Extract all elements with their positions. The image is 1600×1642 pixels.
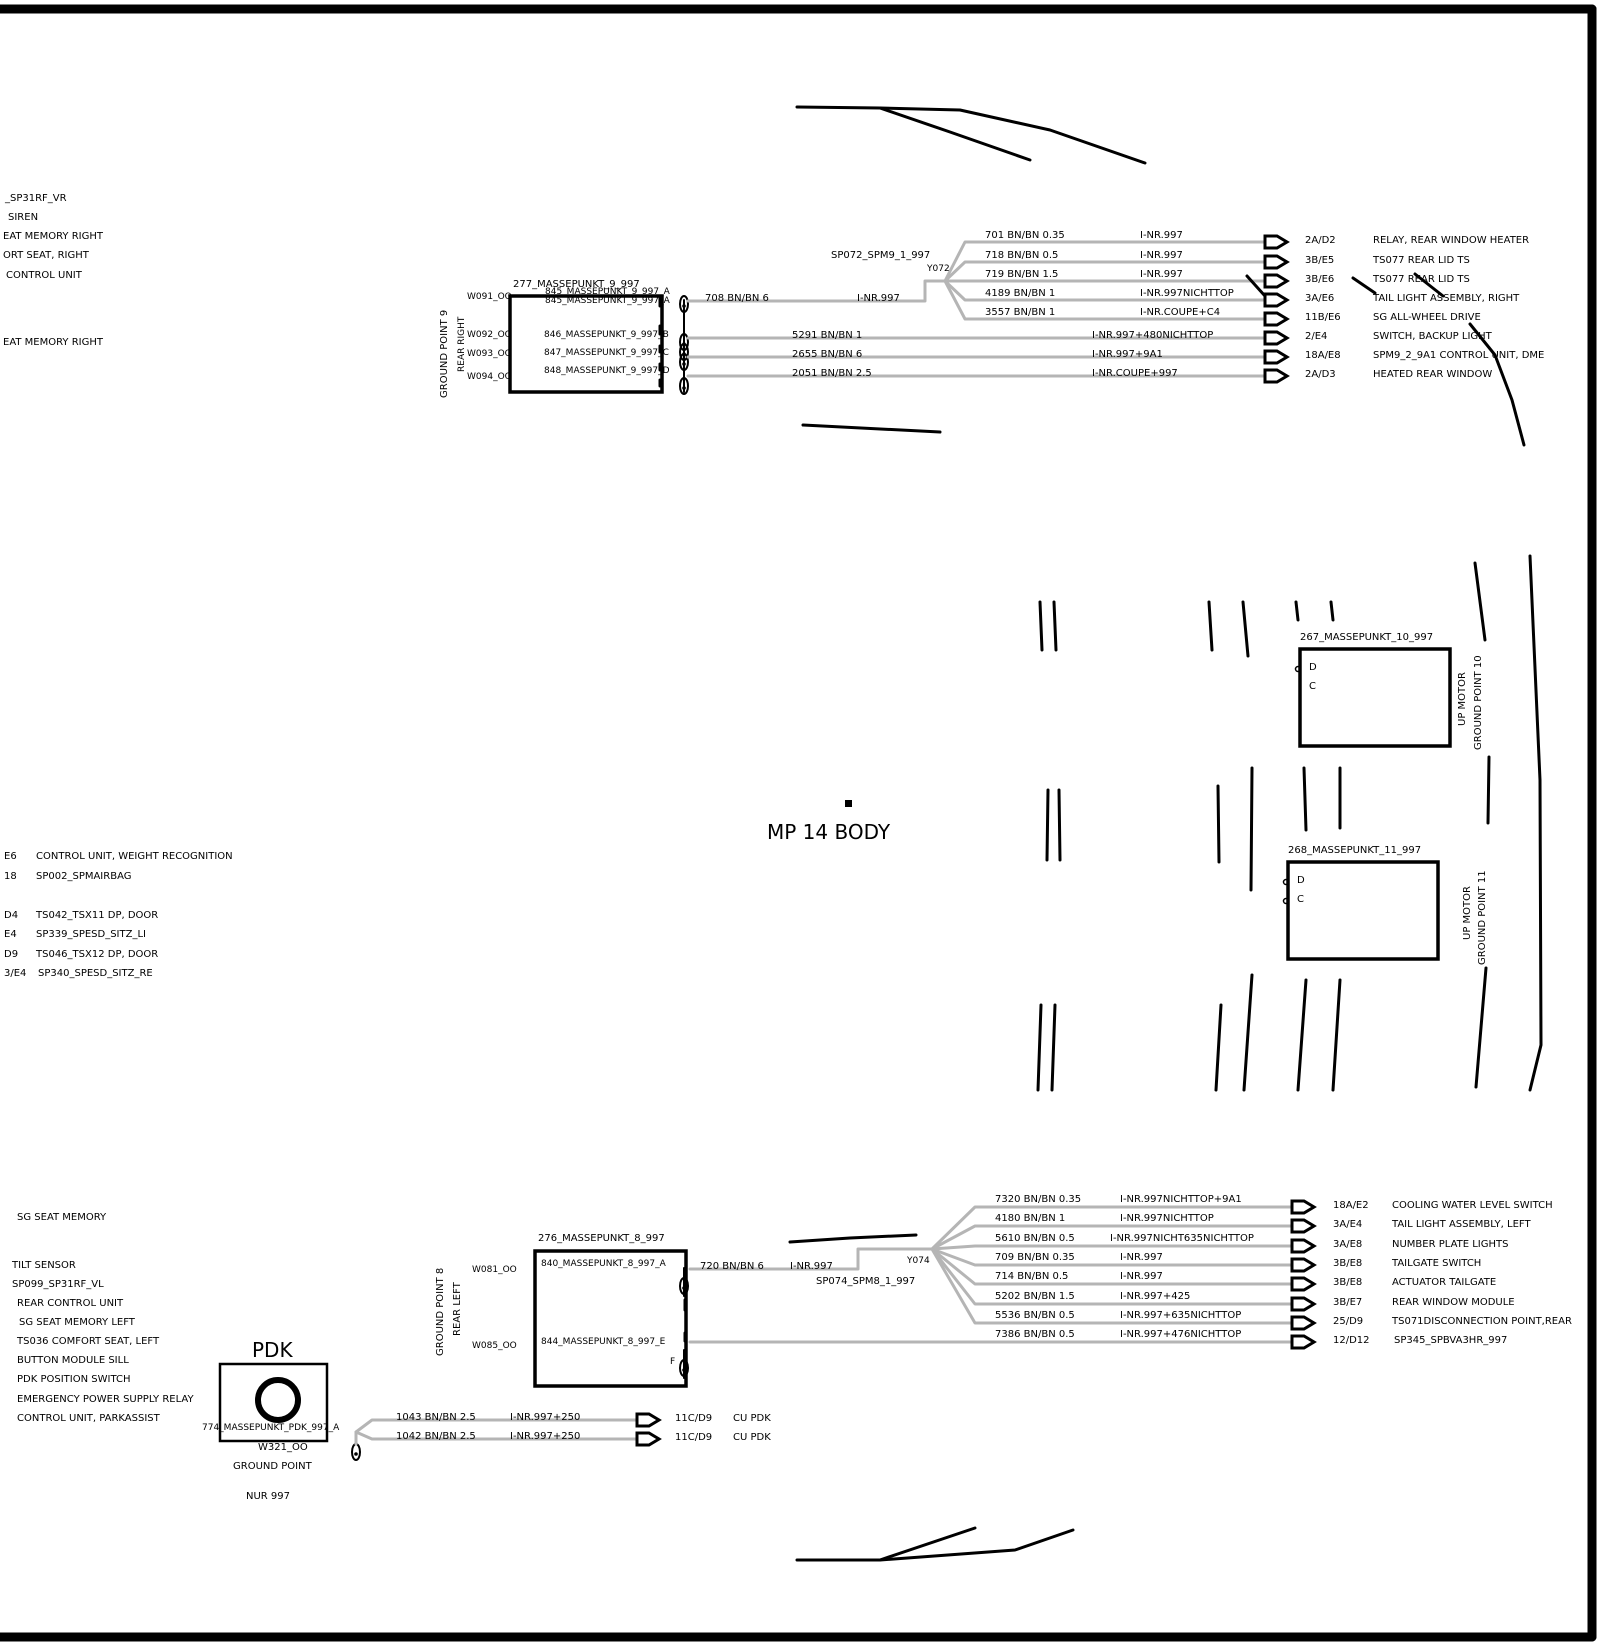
gp10-side-label: GROUND POINT 10 [1473,655,1484,750]
connector-pin: 18A/E2 [1333,1200,1369,1211]
wire-label: 2655 BN/BN 6 [792,349,863,360]
connector-destination: CU PDK [733,1413,771,1424]
left-label: SG SEAT MEMORY [17,1212,107,1223]
connector-pin: 12/D12 [1333,1335,1370,1346]
connector-pin: 18A/E8 [1305,350,1341,361]
connector-pin: 2/E4 [1305,331,1328,342]
connector-destination: SP345_SPBVA3HR_997 [1394,1335,1508,1346]
left-label: CONTROL UNIT, WEIGHT RECOGNITION [36,851,233,862]
left-label: SP340_SPESD_SITZ_RE [38,968,153,979]
connector-pin: 2A/D2 [1305,235,1336,246]
wire-label: 1043 BN/BN 2.5 [396,1412,476,1423]
gp10-pin: D [1309,662,1317,673]
left-label: PDK POSITION SWITCH [17,1374,131,1385]
left-label: _SP31RF_VR [5,193,67,204]
wire-label: 4180 BN/BN 1 [995,1213,1066,1224]
gp8-branch-wire [932,1249,1292,1265]
body-outline-17 [1304,768,1306,830]
wire-condition: I-NR.997+635NICHTTOP [1120,1310,1242,1321]
left-pin-code: 3/E4 [4,968,27,979]
wire-condition: I-NR.997 [1140,269,1183,280]
left-pin-code: D4 [4,910,19,921]
connector-destination: TS077 REAR LID TS [1373,274,1470,285]
connector-destination: HEATED REAR WINDOW [1373,369,1493,380]
body-outline-5 [1488,757,1489,823]
body-outline-2 [803,425,940,432]
connector-arrow [637,1414,659,1426]
connector-arrow [1292,1336,1314,1348]
gp8-inner-label: 840_MASSEPUNKT_8_997_A [541,1259,666,1269]
gp8-branch-wire [932,1249,1292,1304]
gp11-side-sub: UP MOTOR [1462,886,1473,940]
outline-cross-b [1353,278,1375,293]
pdk-ground-symbol [258,1380,298,1420]
body-outline-3 [1530,556,1541,1090]
connector-destination: NUMBER PLATE LIGHTS [1392,1239,1509,1250]
body-outline-16 [1251,768,1252,890]
gp9-inner-label: 846_MASSEPUNKT_9_997_B [544,330,669,340]
wire-condition: I-NR.997 [1140,230,1183,241]
connector-destination: SWITCH, BACKUP LIGHT [1373,331,1492,342]
wire-label: 7386 BN/BN 0.5 [995,1329,1075,1340]
gp9-pin-label: W093_OO [467,349,512,359]
gp11-pin: C [1297,894,1304,905]
connector-destination: TS077 REAR LID TS [1373,255,1470,266]
body-outline-7 [1040,602,1042,650]
left-label: EAT MEMORY RIGHT [3,231,103,242]
gp9-side-label: GROUND POINT 9 [439,309,450,398]
wire-condition: I-NR.997 [1140,250,1183,261]
wire-label: 3557 BN/BN 1 [985,307,1056,318]
connector-pin: 3A/E6 [1305,293,1335,304]
left-label: EMERGENCY POWER SUPPLY RELAY [17,1394,194,1405]
connector-pin: 11C/D9 [675,1413,713,1424]
left-label: REAR CONTROL UNIT [17,1298,124,1309]
gp11-pin: D [1297,875,1305,886]
body-outline-21 [1216,1005,1221,1090]
wire-condition: I-NR.997+476NICHTTOP [1120,1329,1242,1340]
pdk-inner-label: 774_MASSEPUNKT_PDK_997_A [202,1423,340,1433]
gp9-inner-label: 847_MASSEPUNKT_9_997_C [544,348,669,358]
connector-arrow [1265,313,1287,325]
wire-condition: I-NR.997NICHTTOP [1140,288,1234,299]
wire-condition: I-NR.997+480NICHTTOP [1092,330,1214,341]
wire-condition: I-NR.997+250 [510,1412,581,1423]
connector-arrow [1265,351,1287,363]
connector-pin: 3B/E6 [1305,274,1335,285]
left-label: SP339_SPESD_SITZ_LI [36,929,146,940]
gp11-box [1288,862,1438,959]
left-label: CONTROL UNIT [6,270,82,281]
gp9-pin-label: W092_OO [467,330,512,340]
wire-label: 709 BN/BN 0.35 [995,1252,1075,1263]
gp9-inner-label: 845_MASSEPUNKT_9_997_A [545,296,670,306]
gp11-title: 268_MASSEPUNKT_11_997 [1288,845,1422,856]
pdk-ground-label: GROUND POINT [233,1461,312,1472]
body-outline-24 [1333,980,1340,1090]
gp10-pin: C [1309,681,1316,692]
connector-arrow [1292,1317,1314,1329]
wire-label: 701 BN/BN 0.35 [985,230,1065,241]
wire-condition: I-NR.997NICHT635NICHTTOP [1110,1233,1254,1244]
left-label: TS042_TSX11 DP, DOOR [36,910,159,921]
body-outline-22 [1244,975,1252,1090]
connector-pin: 3A/E4 [1333,1219,1363,1230]
wire-label: 4189 BN/BN 1 [985,288,1056,299]
wire-label: 719 BN/BN 1.5 [985,269,1059,280]
wire-label: 1042 BN/BN 2.5 [396,1431,476,1442]
gp9-box [510,296,662,392]
pdk-ring-terminal-hole [354,1452,358,1456]
left-pin-code: E4 [4,929,17,940]
left-label: TILT SENSOR [12,1260,76,1271]
gp9-pin-label: W091_OO [467,292,512,302]
left-label: SP002_SPMAIRBAG [36,871,132,882]
connector-arrow [1265,275,1287,287]
body-outline-14 [1059,790,1060,860]
wire-label: 5291 BN/BN 1 [792,330,863,341]
connector-arrow [1265,236,1287,248]
pdk-ring-terminal [352,1444,360,1460]
connector-arrow [1265,256,1287,268]
splice-label: SP072_SPM9_1_997 [831,250,931,261]
gp9-inner-label: 848_MASSEPUNKT_9_997_D [544,366,670,376]
gp11-pin-dot [1284,880,1289,885]
splice-label: SP074_SPM8_1_997 [816,1276,916,1287]
wire-condition: I-NR.997+9A1 [1092,349,1163,360]
outline-cross-a [1247,276,1265,296]
connector-arrow [1292,1220,1314,1232]
connector-arrow [1292,1259,1314,1271]
connector-arrow [1265,332,1287,344]
connector-arrow [1292,1201,1314,1213]
wire-label: 5536 BN/BN 0.5 [995,1310,1075,1321]
body-label: MP 14 BODY [767,820,891,844]
left-label: SP099_SP31RF_VL [12,1279,104,1290]
left-label: ORT SEAT, RIGHT [3,250,89,261]
connector-destination: SPM9_2_9A1 CONTROL UNIT, DME [1373,350,1545,361]
gp10-pin-dot [1296,667,1301,672]
connector-destination: ACTUATOR TAILGATE [1392,1277,1497,1288]
body-outline-19 [1038,1005,1041,1090]
connector-destination: RELAY, REAR WINDOW HEATER [1373,235,1530,246]
wire-label: 714 BN/BN 0.5 [995,1271,1069,1282]
gp11-side-label: GROUND POINT 11 [1477,870,1488,965]
gp10-box [1300,649,1450,746]
wire-label: 7320 BN/BN 0.35 [995,1194,1082,1205]
connector-pin: 3B/E5 [1305,255,1335,266]
body-outline-20 [1052,1005,1055,1090]
connector-destination: TAIL LIGHT ASSEMBLY, LEFT [1392,1219,1531,1230]
pdk-title: PDK [252,1338,293,1362]
body-outline-rear-cross [790,1235,916,1242]
wire-condition: I-NR.997NICHTTOP [1120,1213,1214,1224]
wire-condition: I-NR.997 [1120,1252,1163,1263]
body-outline-25 [1470,324,1524,445]
left-pin-code: 18 [4,871,17,882]
body-outline-10 [1243,602,1248,656]
connector-arrow [1292,1278,1314,1290]
pdk-pin-label: W321_OO [258,1442,308,1453]
gp9-side-sub: REAR RIGHT [457,316,467,372]
connector-destination: REAR WINDOW MODULE [1392,1297,1515,1308]
body-outline-12 [1331,602,1333,620]
body-outline-0 [797,107,1145,163]
connector-pin: 3B/E8 [1333,1258,1363,1269]
gp11-pin-dot [1284,899,1289,904]
left-pin-code: D9 [4,949,19,960]
left-label: TS046_TSX12 DP, DOOR [36,949,159,960]
connector-arrow [1265,370,1287,382]
connector-arrow [637,1433,659,1445]
body-outline-23 [1298,980,1306,1090]
gp8-side-sub: REAR LEFT [452,1282,463,1336]
connector-destination: COOLING WATER LEVEL SWITCH [1392,1200,1553,1211]
body-outline-6 [1476,968,1486,1087]
left-label: SIREN [8,212,39,223]
connector-destination: TS071DISCONNECTION POINT,REAR [1392,1316,1572,1327]
wire-condition: I-NR.997+250 [510,1431,581,1442]
connector-pin: 2A/D3 [1305,369,1336,380]
connector-destination: TAIL LIGHT ASSEMBLY, RIGHT [1373,293,1520,304]
body-marker [845,800,852,807]
body-outline-13 [1047,790,1048,860]
gp8-inner-label: 844_MASSEPUNKT_8_997_E [541,1337,666,1347]
connector-destination: SG ALL-WHEEL DRIVE [1373,312,1481,323]
left-label: TS036 COMFORT SEAT, LEFT [17,1336,160,1347]
connector-pin: 3B/E8 [1333,1277,1363,1288]
left-label: CONTROL UNIT, PARKASSIST [17,1413,160,1424]
connector-pin: 11C/D9 [675,1432,713,1443]
pdk-note: NUR 997 [246,1491,291,1502]
gp10-side-sub: UP MOTOR [1457,672,1468,726]
wire-label: 718 BN/BN 0.5 [985,250,1059,261]
gp9-pin-label: W094_OO [467,372,512,382]
connector-pin: 3A/E8 [1333,1239,1363,1250]
gp8-side-label: GROUND POINT 8 [435,1267,446,1356]
gp8-pin-label: W085_OO [472,1341,517,1351]
connector-pin: 11B/E6 [1305,312,1341,323]
connector-pin: 3B/E7 [1333,1297,1363,1308]
connector-arrow [1265,294,1287,306]
wire-condition: I-NR.COUPE+C4 [1140,307,1221,318]
wire-condition: I-NR.997 [1120,1271,1163,1282]
gp8-pin-label: W081_OO [472,1265,517,1275]
wire-label: 2051 BN/BN 2.5 [792,368,872,379]
wire-condition: I-NR.997 [790,1261,833,1272]
body-outline-9 [1209,602,1212,650]
splice-tag: Y074 [907,1256,930,1266]
wire-condition: I-NR.COUPE+997 [1092,368,1178,379]
connector-arrow [1292,1298,1314,1310]
body-outline-4 [1475,563,1485,640]
body-outline-1 [880,108,1030,160]
wire-condition: I-NR.997 [857,293,900,304]
wire-label: 5610 BN/BN 0.5 [995,1233,1075,1244]
gp8-box [535,1251,686,1386]
left-label: EAT MEMORY RIGHT [3,337,103,348]
body-outline-11 [1296,602,1298,620]
left-label: SG SEAT MEMORY LEFT [19,1317,135,1328]
gp8-branch-wire [932,1246,1292,1249]
connector-destination: CU PDK [733,1432,771,1443]
left-pin-code: E6 [4,851,17,862]
gp8-title: 276_MASSEPUNKT_8_997 [538,1233,665,1244]
wire-label: 708 BN/BN 6 [705,293,769,304]
wire-condition: I-NR.997+425 [1120,1291,1191,1302]
gp8-pin-f: F [670,1357,676,1367]
gp9-inner-label: 845_MASSEPUNKT_9_997_A [545,287,670,297]
body-outline-8 [1054,602,1056,650]
connector-destination: TAILGATE SWITCH [1392,1258,1482,1269]
splice-tag: Y072 [927,264,950,274]
wire-label: 720 BN/BN 6 [700,1261,764,1272]
connector-pin: 25/D9 [1333,1316,1364,1327]
body-outline-15 [1218,786,1219,862]
left-label: BUTTON MODULE SILL [17,1355,129,1366]
wire-condition: I-NR.997NICHTTOP+9A1 [1120,1194,1242,1205]
wire-label: 5202 BN/BN 1.5 [995,1291,1075,1302]
body-outline-26 [797,1530,1073,1560]
gp9-title: 277_MASSEPUNKT_9_997 [513,279,640,290]
gp10-title: 267_MASSEPUNKT_10_997 [1300,632,1434,643]
connector-arrow [1292,1240,1314,1252]
